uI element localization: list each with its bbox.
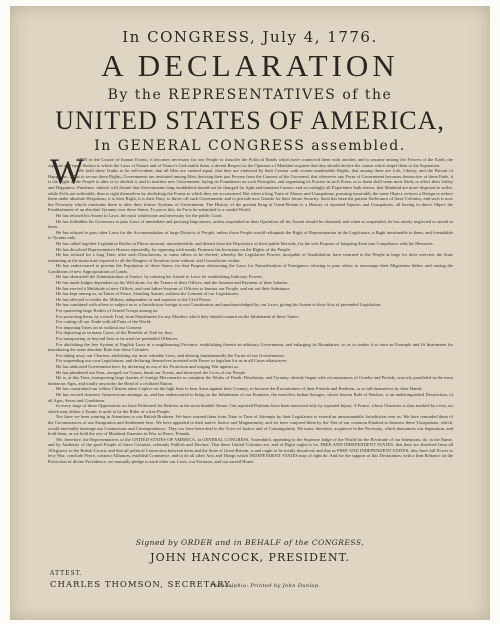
declaration-paragraph: Nor have we been wanting in Attentions to our British Brethren. We have warned them from Time to Time of Attempts by their Legislature to extend an unwarrantable Jurisdiction over us. We have reminded them of the Circumstances of our Emigration and Settlement here. We have appealed to their native Justice and Magnanimity, and we have conjured them by the Ties of our common Kindred to disavow these Usurpations, which, would inevitably interrupt our Connections and Correspondence. They too have been deaf to the Voice of Justice and of Consanguinity. We must, therefore, acquiesce in the Necessity, which denounces our Separation, and hold them, as we hold the rest of Mankind, Enemies in War, in Peace, Friends.	[48, 414, 453, 437]
broadside-sheet	[10, 6, 490, 620]
declaration-paragraph: For suspending our own Legislatures, and declaring themselves invested with Power to legislate for us in all Cases whatsoever.	[56, 358, 288, 364]
declaration-paragraph: He has affected to render the Military independent of and superior to the Civil Power.	[56, 296, 212, 302]
header-congress-line: In GENERAL CONGRESS assembled.	[94, 138, 406, 154]
signed-by-order-line: Signed by ORDER and in BEHALF of the CONGRESS,	[135, 538, 365, 547]
declaration-paragraph: For abolishing the free System of English Laws in a neighbouring Province, establishing therein an arbitrary Government, and enlarging its Boundaries, so as to render it at once an Example and fit Instrument for introducing the same absolute Rule into these Colonies:	[48, 341, 453, 353]
drop-cap: W	[50, 151, 84, 191]
declaration-paragraph: We, therefore, the Representatives of the UNITED STATES OF AMERICA, in GENERAL CONGRESS, Assembled, appealing to the Supreme Judge of the World for the Rectitude of our Intentions, do, in the Name, and by Authority of the good People of these Colonies, solemnly Publish and Declare, That these United Colonies are, and of Right ought to be, FREE AND INDEPENDENT STATES; that they are absolved from all Allegiance to the British Crown, and that all political Connection between them and the State of Great-Britain, is and ought to be totally dissolved; and that as FREE AND INDEPENDENT STATES, they have full Power to levy War, conclude Peace, contract Alliances, establish Commerce, and to do all other Acts and Things which INDEPENDENT STATES may of right do. And for the support of this Declaration, with a firm Reliance on the Protection of divine Providence, we mutually pledge to each other our Lives, our Fortunes, and our sacred Honor.	[48, 436, 453, 465]
secretary-line: CHARLES THOMSON, SECRETARY.	[50, 580, 234, 590]
declaration-paragraph: For protecting them, by a mock Trial, from Punishment for any Murders which they should commit on the Inhabitants of these States:	[56, 313, 300, 319]
president-signature-line: JOHN HANCOCK, PRESIDENT.	[150, 551, 350, 564]
declaration-paragraph: He has combined with others to subject us to a Jurisdiction foreign to our Constitution, and unacknowledged by our Laws; giving his Assent to their Acts of pretended Legislation:	[56, 302, 382, 308]
declaration-paragraph: For taking away our Charters, abolishing our most valuable Laws, and altering fundamentally the Forms of our Governments:	[56, 352, 285, 358]
declaration-paragraph: He has endeavoured to prevent the Population of these States; for that Purpose obstructing the Laws for Naturalization of Foreigners; refusing to pass others to encourage their Migrations hither, and raising the Conditions of new Appropriations of Lands.	[48, 263, 453, 274]
declaration-paragraph: He has abdicated Government here, by declaring us out of his Protection and waging War against us.	[56, 363, 240, 369]
declaration-paragraph: He has refused his Assent to Laws, the most wholesome and necessary for the public Good.	[56, 212, 223, 218]
declaration-paragraph: He has plundered our Seas, ravaged our Coasts, burnt our Towns, and destroyed the Lives of our People.	[56, 369, 247, 375]
declaration-paragraph: He has erected a Multitude of new Offices, and sent hither Swarms of Officers to harrass our People, and eat out their Substance.	[56, 285, 291, 291]
declaration-paragraph: He has dissolved Representative Houses repeatedly, for opposing with manly Firmness his Invasions on the Rights of the People.	[56, 246, 291, 252]
declaration-paragraph: For depriving us in many Cases, of the Benefits of Trial by Jury:	[56, 330, 174, 336]
declaration-paragraph: For imposing Taxes on us without our Consent:	[56, 324, 143, 330]
attest-label: ATTEST.	[50, 570, 83, 577]
declaration-paragraph: He has refused to pass other Laws for the Accommodation of large Districts of People, unless those People would relinquish the Right of Representation in the Legislature, a Right inestimable to them, and formidable to Tyrants only.	[48, 229, 453, 241]
header-representatives-line: By the REPRESENTATIVES of the	[107, 87, 393, 103]
declaration-paragraph: He has made Judges dependent on his Will alone, for the Tenure of their Offices, and the Amount and Payment of their Salaries.	[56, 280, 289, 286]
declaration-paragraph: He has forbidden his Governors to pass Laws of immediate and pressing Importance, unless suspended in their Operation till his Assent should be obtained; and when so suspended, he has utterly neglected to attend to them.	[48, 218, 453, 230]
declaration-paragraph: In every stage of these Oppressions we have Petitioned for Redress in the most humble Terms: Our repeated Petitions have been answered only by repeated Injury. A Prince, whose Character is thus marked by every act which may define a Tyrant, is unfit to be the Ruler of a free People.	[48, 403, 453, 414]
declaration-paragraph: He has constrained our fellow Citizens taken Captive on the high Seas to bear Arms against their Country, to become the Executioners of their Friends and Brethren, or to fall themselves by their Hands.	[56, 386, 423, 392]
declaration-paragraph: We hold these Truths to be self-evident, that all Men are created equal, that they are endowed by their Creator with certain unalienable Rights, that among these are Life, Liberty, and the Pursuit of Happiness—That to secure these Rights, Governments are instituted among Men, deriving their just Powers from the Consent of the Governed, that whenever any Form of Government becomes destructive of these Ends, it is the Right of the People to alter or to abolish it, and to institute new Government, laying its Foundation on such Principles, and organizing its Powers in such Form, as to them shall seem most likely to effect their Safety and Happiness. Prudence, indeed, will dictate that Governments long established should not be changed for light and transient Causes; and accordingly all Experience hath shewn, that Mankind are more disposed to suffer, while Evils are sufferable, than to right themselves by abolishing the Forms to which they are accustomed. But when a long Train of Abuses and Usurpations, pursuing invariably the same Object, evinces a Design to reduce them under absolute Despotism, it is their Right, it is their Duty, to throw off such Government, and to provide new Guards for their future Security. Such has been the patient Sufferance of these Colonies; and such is now the Necessity which constrains them to alter their former Systems of Government. The History of the present King of Great-Britain is a History of repeated Injuries and Usurpations, all having in direct Object the Establishment of an absolute Tyranny over these States. To prove this, let Facts be submitted to a candid World.	[48, 168, 453, 213]
declaration-body	[48, 157, 453, 535]
header-date-line: In CONGRESS, July 4, 1776.	[122, 28, 378, 46]
declaration-paragraph: For quartering large Bodies of Armed Troops among us:	[56, 308, 159, 314]
declaration-paragraph: He is, at this Time, transporting large Armies of foreign Mercenaries to compleat the Works of Death, Desolation, and Tyranny, already begun with circumstances of Cruelty and Perfidy, scarcely paralleled in the most barbarous Ages, and totally unworthy the Head of a civilized Nation.	[48, 375, 453, 386]
header-nation-name: UNITED STATES OF AMERICA,	[55, 106, 445, 135]
declaration-paragraph: For transporting us beyond Seas to be tried for pretended Offences:	[56, 336, 179, 341]
declaration-paragraph: He has obstructed the Administration of Justice, by refusing his Assent to Laws for establishing Judiciary Powers.	[56, 274, 264, 280]
printer-imprint: Philadelphia: Printed by John Dunlap.	[210, 583, 321, 589]
opening-paragraph: HEN in the Course of human Events, it becomes necessary for one People to dissolve the Political Bands which have connected them with another, and to assume among the Powers of the Earth, the separate and equal Station to which the Laws of Nature and of Nature's God entitle them, a decent Respect to the Opinions of Mankind requires that they should declare the causes which impel them to the Separation.	[48, 157, 453, 168]
declaration-paragraph: He has excited domestic Insurrections amongst us, and has endeavoured to bring on the Inhabitants of our Frontiers, the merciless Indian Savages, whose known Rule of Warfare, is an undistinguished Destruction, of all Ages, Sexes and Conditions.	[48, 391, 453, 403]
declaration-paragraph: He has kept among us, in Times of Peace, Standing Armies, without the Consent of our Legislatures.	[56, 291, 240, 297]
declaration-paragraph: He has called together Legislative Bodies at Places unusual, uncomfortable, and distant from the Depository of their public Records, for the sole Purpose of fatiguing them into Compliance with his Measures.	[56, 240, 434, 246]
declaration-paragraph: He has refused for a long Time, after such Dissolutions, to cause others to be elected; whereby the Legislative Powers, incapable of Annihilation, have returned to the People at large for their exercise; the State remaining in the mean time exposed to all the Dangers of Invasion from without, and Convulsions within.	[48, 252, 453, 263]
declaration-paragraph: For cutting off our Trade with all Parts of the World:	[56, 319, 152, 325]
header-title: A DECLARATION	[101, 48, 399, 83]
